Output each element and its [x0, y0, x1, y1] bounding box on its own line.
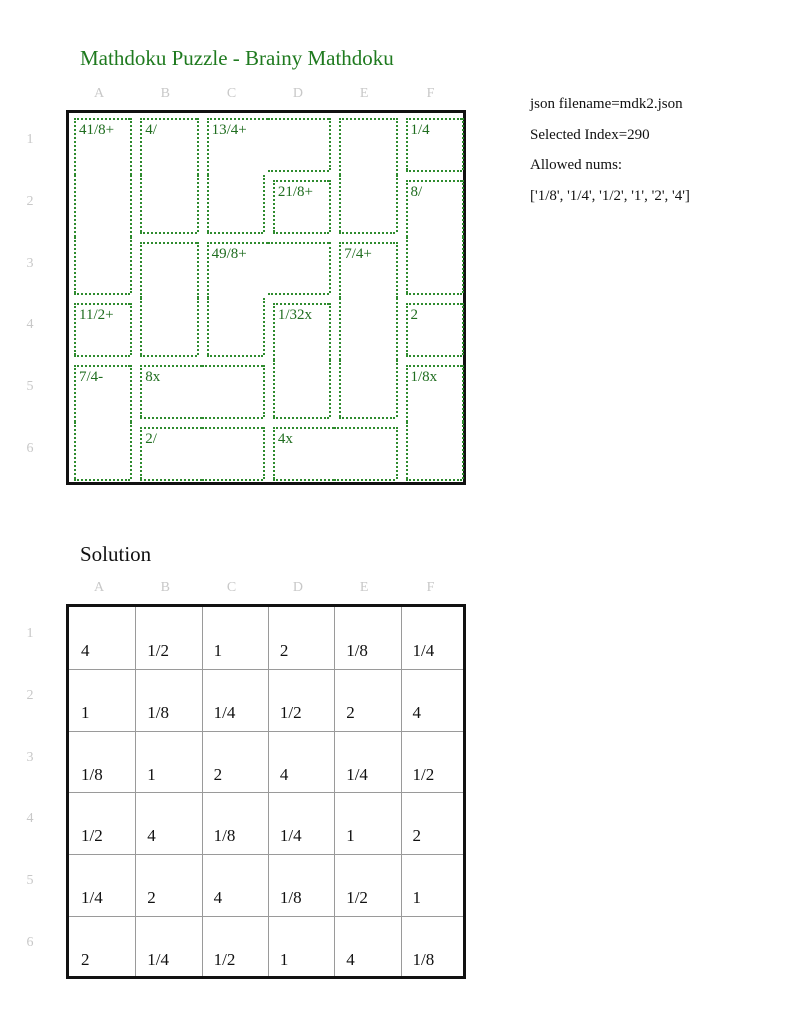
- puzzle-cell[interactable]: [202, 298, 268, 360]
- grid-line: [401, 607, 402, 976]
- solution-cell: 1/4: [81, 888, 103, 908]
- row-header-4: 4: [26, 811, 34, 827]
- puzzle-cell[interactable]: [268, 175, 334, 237]
- row-header-5: 5: [26, 379, 34, 395]
- puzzle-cell[interactable]: [268, 298, 334, 360]
- grid-line: [69, 792, 463, 793]
- column-header-f: F: [426, 580, 435, 595]
- solution-cell: 1/8: [346, 641, 368, 660]
- selected-index-label: Selected Index=290: [530, 127, 650, 143]
- solution-cell: 1/2: [346, 888, 368, 908]
- puzzle-cell[interactable]: [268, 237, 334, 299]
- solution-cell: 4: [346, 950, 355, 969]
- puzzle-cell[interactable]: [69, 113, 135, 175]
- column-header-b: B: [160, 580, 170, 595]
- solution-cell: 1/2: [279, 702, 302, 722]
- page-title: Mathdoku Puzzle - Brainy Mathdoku: [80, 46, 394, 70]
- solution-cell: 1/8: [81, 764, 103, 784]
- solution-cell: 1/4: [213, 702, 236, 722]
- cage-label: 11/2+: [79, 307, 114, 324]
- solution-cell: 1: [213, 641, 223, 660]
- row-header-4: 4: [26, 317, 34, 333]
- json-filename-label: json filename=mdk2.json: [530, 96, 683, 112]
- puzzle-cell[interactable]: [334, 360, 400, 422]
- solution-cell: 1: [279, 950, 289, 969]
- solution-cell: 2: [346, 702, 355, 722]
- puzzle-cell[interactable]: [135, 175, 201, 237]
- cage-label: 4x: [277, 431, 293, 447]
- puzzle-cell[interactable]: [202, 360, 268, 422]
- solution-title: Solution: [80, 542, 152, 566]
- puzzle-grid[interactable]: [66, 110, 466, 485]
- cage-label: 8/: [410, 183, 423, 200]
- solution-cell: 4: [147, 826, 156, 846]
- cage-label: 8x: [145, 369, 161, 386]
- puzzle-cell[interactable]: [334, 237, 400, 299]
- row-header-5: 5: [26, 873, 34, 889]
- puzzle-cell[interactable]: [268, 113, 334, 175]
- solution-cell: 1/4: [147, 950, 170, 969]
- solution-cell: 1/4: [412, 641, 435, 660]
- puzzle-cell[interactable]: [69, 237, 135, 299]
- column-header-e: E: [359, 580, 369, 595]
- cage-label: 21/8+: [277, 183, 314, 200]
- cage-label: 2/: [145, 431, 157, 447]
- solution-cell: 4: [213, 888, 223, 908]
- puzzle-cell[interactable]: [202, 113, 268, 175]
- row-header-1: 1: [26, 132, 34, 147]
- cage-label: 41/8+: [79, 122, 115, 138]
- grid-line: [334, 607, 335, 976]
- row-header-2: 2: [26, 193, 34, 209]
- puzzle-cell[interactable]: [69, 360, 135, 422]
- puzzle-cell[interactable]: [334, 175, 400, 237]
- puzzle-cell[interactable]: [334, 298, 400, 360]
- solution-cell: 2: [81, 950, 90, 969]
- puzzle-cell[interactable]: [202, 237, 268, 299]
- solution-cell: 1/8: [213, 826, 236, 846]
- puzzle-cell[interactable]: [401, 113, 467, 175]
- cage-label: 1/32x: [277, 307, 313, 324]
- puzzle-cell[interactable]: [135, 237, 201, 299]
- solution-cell: 1: [346, 826, 355, 846]
- puzzle-cell[interactable]: [401, 175, 467, 237]
- puzzle-cell[interactable]: [268, 422, 334, 484]
- grid-line: [69, 916, 463, 917]
- solution-cell: 1/2: [81, 826, 103, 846]
- row-header-6: 6: [26, 441, 34, 456]
- grid-line: [69, 854, 463, 855]
- puzzle-cell[interactable]: [202, 422, 268, 484]
- solution-cell: 1/4: [346, 764, 368, 784]
- cage-label: 13/4+: [211, 122, 247, 138]
- solution-cell: 1: [412, 888, 421, 908]
- solution-cell: 2: [279, 641, 289, 660]
- puzzle-cell[interactable]: [69, 422, 135, 484]
- solution-cell: 1/2: [213, 950, 236, 969]
- row-header-3: 3: [26, 749, 34, 765]
- cage-label: 1/4: [410, 122, 430, 138]
- row-header-6: 6: [26, 935, 34, 950]
- puzzle-cell[interactable]: [135, 113, 201, 175]
- puzzle-cell[interactable]: [69, 298, 135, 360]
- solution-cell: 1: [81, 702, 90, 722]
- row-header-3: 3: [26, 255, 34, 271]
- solution-grid: [66, 604, 466, 979]
- solution-cell: 1/4: [279, 826, 302, 846]
- column-header-f: F: [426, 86, 435, 101]
- solution-cell: 1/2: [147, 641, 170, 660]
- row-header-2: 2: [26, 687, 34, 703]
- solution-cell: 4: [279, 764, 289, 784]
- column-header-b: B: [160, 86, 170, 101]
- solution-cell: 1/8: [147, 702, 170, 722]
- column-header-d: D: [292, 580, 303, 595]
- solution-cell: 4: [412, 702, 421, 722]
- solution-cell: 2: [412, 826, 421, 846]
- solution-cell: 1: [147, 764, 156, 784]
- puzzle-cell[interactable]: [334, 422, 400, 484]
- column-header-a: A: [93, 580, 105, 595]
- solution-cell: 1/8: [279, 888, 302, 908]
- cage-label: 4/: [145, 122, 157, 138]
- solution-cell: 1/8: [412, 950, 435, 969]
- solution-cell: 2: [213, 764, 223, 784]
- puzzle-cell[interactable]: [202, 175, 268, 237]
- cage-label: 1/8x: [410, 369, 438, 386]
- allowed-nums-label: Allowed nums:: [530, 157, 623, 173]
- puzzle-cell[interactable]: [401, 237, 467, 299]
- solution-cell: 1/2: [412, 764, 435, 784]
- column-header-c: C: [226, 86, 237, 101]
- puzzle-cell[interactable]: [69, 175, 135, 237]
- allowed-nums-values: ['1/8', '1/4', '1/2', '1', '2', '4']: [530, 188, 690, 204]
- cage-label: 49/8+: [211, 245, 247, 262]
- cage-label: 2: [410, 307, 418, 324]
- solution-cell: 2: [147, 888, 156, 908]
- puzzle-cell[interactable]: [268, 360, 334, 422]
- cage-label: 7/4-: [79, 369, 104, 386]
- column-header-d: D: [292, 86, 303, 101]
- column-header-e: E: [359, 86, 369, 101]
- solution-cell: 4: [81, 641, 90, 660]
- row-header-1: 1: [26, 626, 34, 641]
- cage-label: 7/4+: [344, 245, 372, 262]
- grid-line: [69, 669, 463, 670]
- grid-line: [69, 731, 463, 732]
- puzzle-cell[interactable]: [334, 113, 400, 175]
- puzzle-cell[interactable]: [401, 298, 467, 360]
- column-header-a: A: [93, 86, 105, 101]
- column-header-c: C: [226, 580, 237, 595]
- puzzle-cell[interactable]: [135, 298, 201, 360]
- puzzle-cell[interactable]: [135, 360, 201, 422]
- puzzle-cell[interactable]: [135, 422, 201, 484]
- puzzle-cell[interactable]: [401, 360, 467, 422]
- puzzle-cell[interactable]: [401, 422, 467, 484]
